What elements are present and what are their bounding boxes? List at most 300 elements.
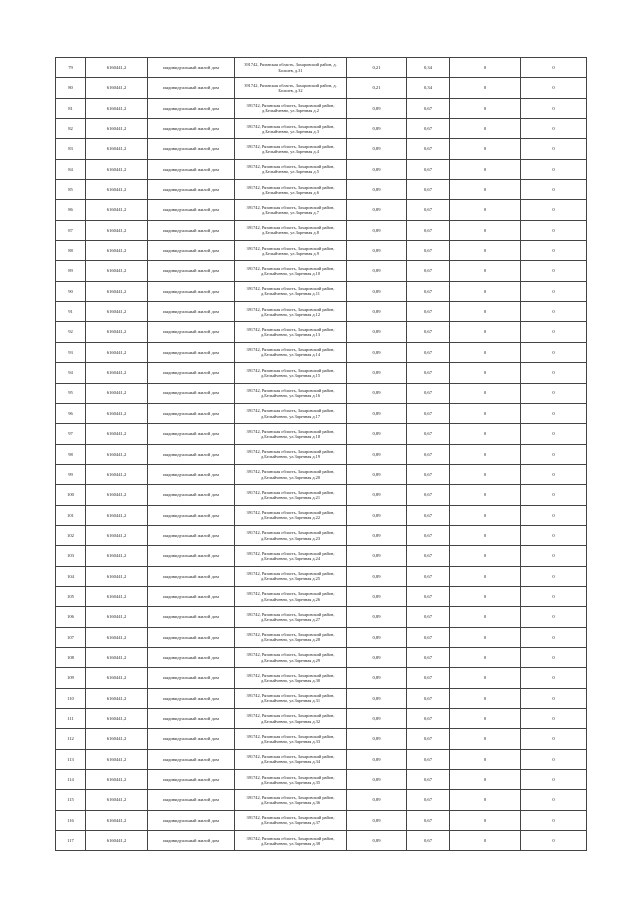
code-cell: 6160441,2 (86, 464, 148, 484)
table-row (56, 729, 587, 749)
value-d-cell: 0 (521, 444, 587, 464)
row-number-cell: 98 (56, 444, 86, 464)
row-number-cell: 111 (56, 709, 86, 729)
value-c-cell: 0 (450, 464, 521, 484)
code-cell: 6160441,2 (86, 424, 148, 444)
value-c-cell: 0 (450, 119, 521, 139)
object-type-cell: индивидуальный жилой дом (148, 98, 235, 118)
value-c-cell: 0 (450, 709, 521, 729)
row-number-cell: 84 (56, 159, 86, 179)
code-cell: 6160441,2 (86, 749, 148, 769)
row-number-cell: 99 (56, 464, 86, 484)
address-cell: 391742, Рязанская область, Захаровский район, д.Белыйчевно, ул.Заречная д.6 (235, 180, 347, 200)
value-d-cell: 0 (521, 78, 587, 98)
value-d-cell: 0 (521, 180, 587, 200)
value-d-cell: 0 (521, 98, 587, 118)
address-cell: 391742, Рязанская область, Захаровский район, д.Белыйчевно, ул.Заречная д.31 (235, 688, 347, 708)
value-b-cell: 0,67 (407, 200, 450, 220)
table-row (56, 444, 587, 464)
object-type-cell: индивидуальный жилой дом (148, 200, 235, 220)
value-a-cell: 0,89 (347, 424, 407, 444)
table-row (56, 342, 587, 362)
table-row (56, 770, 587, 790)
object-type-cell: индивидуальный жилой дом (148, 261, 235, 281)
row-number-cell: 97 (56, 424, 86, 444)
table-row (56, 586, 587, 606)
code-cell: 6160441,2 (86, 586, 148, 606)
value-b-cell: 0,67 (407, 139, 450, 159)
code-cell: 6160441,2 (86, 688, 148, 708)
value-c-cell: 0 (450, 383, 521, 403)
value-a-cell: 0,89 (347, 464, 407, 484)
value-d-cell: 0 (521, 566, 587, 586)
code-cell: 6160441,2 (86, 98, 148, 118)
address-cell: 391742, Рязанская область, Захаровский район, д.Белыйчевно, ул.Заречная д.4 (235, 139, 347, 159)
value-b-cell: 0,67 (407, 424, 450, 444)
object-type-cell: индивидуальный жилой дом (148, 424, 235, 444)
address-cell: 391742, Рязанская область, Захаровский район, д. Болшев, д.31 (235, 58, 347, 78)
object-type-cell: индивидуальный жилой дом (148, 78, 235, 98)
value-a-cell: 0,21 (347, 58, 407, 78)
value-d-cell: 0 (521, 709, 587, 729)
address-cell: 391742, Рязанская область, Захаровский район, д.Белыйчевно, ул.Заречная д.17 (235, 403, 347, 423)
row-number-cell: 101 (56, 505, 86, 525)
table-row (56, 424, 587, 444)
value-c-cell: 0 (450, 668, 521, 688)
object-type-cell: индивидуальный жилой дом (148, 586, 235, 606)
code-cell: 6160441,2 (86, 525, 148, 545)
code-cell: 6160441,2 (86, 322, 148, 342)
table-row (56, 261, 587, 281)
value-a-cell: 0,89 (347, 98, 407, 118)
row-number-cell: 89 (56, 261, 86, 281)
table-row (56, 159, 587, 179)
code-cell: 6160441,2 (86, 139, 148, 159)
value-c-cell: 0 (450, 261, 521, 281)
code-cell: 6160441,2 (86, 180, 148, 200)
value-d-cell: 0 (521, 729, 587, 749)
table-row (56, 709, 587, 729)
value-c-cell: 0 (450, 810, 521, 830)
object-type-cell: индивидуальный жилой дом (148, 159, 235, 179)
value-c-cell: 0 (450, 627, 521, 647)
table-row (56, 790, 587, 810)
value-d-cell: 0 (521, 464, 587, 484)
row-number-cell: 83 (56, 139, 86, 159)
code-cell: 6160441,2 (86, 241, 148, 261)
value-b-cell: 0,67 (407, 281, 450, 301)
value-c-cell: 0 (450, 749, 521, 769)
table-row (56, 831, 587, 851)
code-cell: 6160441,2 (86, 281, 148, 301)
row-number-cell: 86 (56, 200, 86, 220)
code-cell: 6160441,2 (86, 363, 148, 383)
address-cell: 391742, Рязанская область, Захаровский район, д.Белыйчевно, ул.Заречная д.15 (235, 363, 347, 383)
address-cell: 391742, Рязанская область, Захаровский район, д.Белыйчевно, ул.Заречная д.21 (235, 485, 347, 505)
row-number-cell: 82 (56, 119, 86, 139)
value-d-cell: 0 (521, 424, 587, 444)
address-cell: 391742, Рязанская область, Захаровский район, д. Болшев, д.32 (235, 78, 347, 98)
value-a-cell: 0,89 (347, 729, 407, 749)
object-type-cell: индивидуальный жилой дом (148, 505, 235, 525)
table-row (56, 383, 587, 403)
row-number-cell: 95 (56, 383, 86, 403)
object-type-cell: индивидуальный жилой дом (148, 647, 235, 667)
table-row (56, 749, 587, 769)
code-cell: 6160441,2 (86, 668, 148, 688)
address-cell: 391742, Рязанская область, Захаровский район, д.Белыйчевно, ул.Заречная д.37 (235, 810, 347, 830)
code-cell: 6160441,2 (86, 200, 148, 220)
value-b-cell: 0,67 (407, 302, 450, 322)
table-row (56, 668, 587, 688)
address-cell: 391742, Рязанская область, Захаровский район, д.Белыйчевно, ул.Заречная д.11 (235, 281, 347, 301)
address-cell: 391742, Рязанская область, Захаровский район, д.Белыйчевно, ул.Заречная д.2 (235, 98, 347, 118)
object-type-cell: индивидуальный жилой дом (148, 464, 235, 484)
row-number-cell: 116 (56, 810, 86, 830)
address-cell: 391742, Рязанская область, Захаровский район, д.Белыйчевно, ул.Заречная д.13 (235, 322, 347, 342)
value-a-cell: 0,89 (347, 200, 407, 220)
value-d-cell: 0 (521, 119, 587, 139)
table-row (56, 200, 587, 220)
value-c-cell: 0 (450, 647, 521, 667)
object-type-cell: индивидуальный жилой дом (148, 709, 235, 729)
row-number-cell: 91 (56, 302, 86, 322)
value-d-cell: 0 (521, 322, 587, 342)
code-cell: 6160441,2 (86, 342, 148, 362)
object-type-cell: индивидуальный жилой дом (148, 281, 235, 301)
value-a-cell: 0,89 (347, 363, 407, 383)
value-b-cell: 0,67 (407, 505, 450, 525)
value-d-cell: 0 (521, 586, 587, 606)
value-b-cell: 0,67 (407, 749, 450, 769)
object-type-cell: индивидуальный жилой дом (148, 322, 235, 342)
code-cell: 6160441,2 (86, 831, 148, 851)
table-row (56, 688, 587, 708)
value-a-cell: 0,89 (347, 831, 407, 851)
value-c-cell: 0 (450, 342, 521, 362)
value-c-cell: 0 (450, 607, 521, 627)
value-d-cell: 0 (521, 749, 587, 769)
value-b-cell: 0,67 (407, 403, 450, 423)
address-cell: 391742, Рязанская область, Захаровский район, д.Белыйчевно, ул.Заречная д.20 (235, 464, 347, 484)
table-row (56, 485, 587, 505)
row-number-cell: 81 (56, 98, 86, 118)
address-cell: 391742, Рязанская область, Захаровский район, д.Белыйчевно, ул.Заречная д.12 (235, 302, 347, 322)
code-cell: 6160441,2 (86, 566, 148, 586)
address-cell: 391742, Рязанская область, Захаровский район, д.Белыйчевно, ул.Заречная д.29 (235, 647, 347, 667)
object-type-cell: индивидуальный жилой дом (148, 403, 235, 423)
value-b-cell: 0,67 (407, 363, 450, 383)
value-a-cell: 0,89 (347, 159, 407, 179)
table-row (56, 627, 587, 647)
value-a-cell: 0,89 (347, 607, 407, 627)
address-cell: 391742, Рязанская область, Захаровский район, д.Белыйчевно, ул.Заречная д.28 (235, 627, 347, 647)
row-number-cell: 107 (56, 627, 86, 647)
value-d-cell: 0 (521, 790, 587, 810)
value-b-cell: 0,67 (407, 770, 450, 790)
value-c-cell: 0 (450, 831, 521, 851)
value-a-cell: 0,89 (347, 770, 407, 790)
value-d-cell: 0 (521, 688, 587, 708)
object-type-cell: индивидуальный жилой дом (148, 525, 235, 545)
code-cell: 6160441,2 (86, 485, 148, 505)
value-b-cell: 0,67 (407, 119, 450, 139)
table-row (56, 363, 587, 383)
value-d-cell: 0 (521, 220, 587, 240)
value-c-cell: 0 (450, 241, 521, 261)
value-d-cell: 0 (521, 261, 587, 281)
value-a-cell: 0,89 (347, 180, 407, 200)
value-a-cell: 0,89 (347, 444, 407, 464)
code-cell: 6160441,2 (86, 444, 148, 464)
value-a-cell: 0,89 (347, 281, 407, 301)
value-b-cell: 0,67 (407, 383, 450, 403)
value-a-cell: 0,89 (347, 383, 407, 403)
value-d-cell: 0 (521, 505, 587, 525)
value-b-cell: 0,67 (407, 831, 450, 851)
value-d-cell: 0 (521, 546, 587, 566)
value-b-cell: 0,67 (407, 709, 450, 729)
value-d-cell: 0 (521, 200, 587, 220)
value-b-cell: 0,67 (407, 159, 450, 179)
object-type-cell: индивидуальный жилой дом (148, 566, 235, 586)
row-number-cell: 115 (56, 790, 86, 810)
value-c-cell: 0 (450, 322, 521, 342)
value-d-cell: 0 (521, 668, 587, 688)
table-row (56, 139, 587, 159)
row-number-cell: 96 (56, 403, 86, 423)
value-a-cell: 0,89 (347, 749, 407, 769)
code-cell: 6160441,2 (86, 58, 148, 78)
address-cell: 391742, Рязанская область, Захаровский район, д.Белыйчевно, ул.Заречная д.8 (235, 220, 347, 240)
address-cell: 391742, Рязанская область, Захаровский район, д.Белыйчевно, ул.Заречная д.38 (235, 831, 347, 851)
address-cell: 391742, Рязанская область, Захаровский район, д.Белыйчевно, ул.Заречная д.26 (235, 586, 347, 606)
value-a-cell: 0,89 (347, 302, 407, 322)
value-a-cell: 0,89 (347, 647, 407, 667)
value-c-cell: 0 (450, 220, 521, 240)
value-c-cell: 0 (450, 525, 521, 545)
value-b-cell: 0,67 (407, 546, 450, 566)
object-type-cell: индивидуальный жилой дом (148, 688, 235, 708)
code-cell: 6160441,2 (86, 302, 148, 322)
table-row (56, 464, 587, 484)
value-a-cell: 0,21 (347, 78, 407, 98)
row-number-cell: 109 (56, 668, 86, 688)
value-d-cell: 0 (521, 607, 587, 627)
data-table (55, 57, 587, 851)
value-d-cell: 0 (521, 810, 587, 830)
value-c-cell: 0 (450, 180, 521, 200)
address-cell: 391742, Рязанская область, Захаровский район, д.Белыйчевно, ул.Заречная д.24 (235, 546, 347, 566)
value-b-cell: 0,67 (407, 810, 450, 830)
value-c-cell: 0 (450, 98, 521, 118)
value-a-cell: 0,89 (347, 586, 407, 606)
code-cell: 6160441,2 (86, 627, 148, 647)
object-type-cell: индивидуальный жилой дом (148, 363, 235, 383)
value-d-cell: 0 (521, 831, 587, 851)
value-c-cell: 0 (450, 424, 521, 444)
row-number-cell: 92 (56, 322, 86, 342)
table-row (56, 281, 587, 301)
row-number-cell: 79 (56, 58, 86, 78)
document-page (55, 57, 586, 851)
table-row (56, 566, 587, 586)
value-a-cell: 0,89 (347, 505, 407, 525)
value-a-cell: 0,89 (347, 566, 407, 586)
row-number-cell: 100 (56, 485, 86, 505)
code-cell: 6160441,2 (86, 790, 148, 810)
table-row (56, 525, 587, 545)
row-number-cell: 110 (56, 688, 86, 708)
table-row (56, 98, 587, 118)
value-d-cell: 0 (521, 241, 587, 261)
value-c-cell: 0 (450, 200, 521, 220)
value-c-cell: 0 (450, 546, 521, 566)
value-b-cell: 0,67 (407, 790, 450, 810)
address-cell: 391742, Рязанская область, Захаровский район, д.Белыйчевно, ул.Заречная д.35 (235, 770, 347, 790)
code-cell: 6160441,2 (86, 383, 148, 403)
value-a-cell: 0,89 (347, 119, 407, 139)
code-cell: 6160441,2 (86, 159, 148, 179)
object-type-cell: индивидуальный жилой дом (148, 831, 235, 851)
value-c-cell: 0 (450, 566, 521, 586)
value-c-cell: 0 (450, 444, 521, 464)
value-d-cell: 0 (521, 139, 587, 159)
value-c-cell: 0 (450, 159, 521, 179)
table-row (56, 322, 587, 342)
value-d-cell: 0 (521, 627, 587, 647)
value-a-cell: 0,89 (347, 627, 407, 647)
value-c-cell: 0 (450, 729, 521, 749)
object-type-cell: индивидуальный жилой дом (148, 810, 235, 830)
object-type-cell: индивидуальный жилой дом (148, 302, 235, 322)
address-cell: 391742, Рязанская область, Захаровский район, д.Белыйчевно, ул.Заречная д.7 (235, 200, 347, 220)
object-type-cell: индивидуальный жилой дом (148, 546, 235, 566)
value-b-cell: 0,67 (407, 220, 450, 240)
object-type-cell: индивидуальный жилой дом (148, 383, 235, 403)
value-a-cell: 0,89 (347, 709, 407, 729)
address-cell: 391742, Рязанская область, Захаровский район, д.Белыйчевно, ул.Заречная д.22 (235, 505, 347, 525)
value-a-cell: 0,89 (347, 241, 407, 261)
object-type-cell: индивидуальный жилой дом (148, 668, 235, 688)
code-cell: 6160441,2 (86, 647, 148, 667)
value-d-cell: 0 (521, 281, 587, 301)
object-type-cell: индивидуальный жилой дом (148, 220, 235, 240)
value-b-cell: 0,34 (407, 78, 450, 98)
value-b-cell: 0,67 (407, 586, 450, 606)
value-b-cell: 0,67 (407, 668, 450, 688)
value-a-cell: 0,89 (347, 546, 407, 566)
value-d-cell: 0 (521, 485, 587, 505)
value-a-cell: 0,89 (347, 485, 407, 505)
value-c-cell: 0 (450, 770, 521, 790)
value-a-cell: 0,89 (347, 342, 407, 362)
table-row (56, 546, 587, 566)
value-c-cell: 0 (450, 505, 521, 525)
code-cell: 6160441,2 (86, 770, 148, 790)
value-d-cell: 0 (521, 342, 587, 362)
object-type-cell: индивидуальный жилой дом (148, 241, 235, 261)
table-row (56, 810, 587, 830)
address-cell: 391742, Рязанская область, Захаровский район, д.Белыйчевно, ул.Заречная д.9 (235, 241, 347, 261)
value-c-cell: 0 (450, 688, 521, 708)
code-cell: 6160441,2 (86, 810, 148, 830)
row-number-cell: 104 (56, 566, 86, 586)
code-cell: 6160441,2 (86, 729, 148, 749)
table-row (56, 58, 587, 78)
code-cell: 6160441,2 (86, 220, 148, 240)
value-d-cell: 0 (521, 383, 587, 403)
address-cell: 391742, Рязанская область, Захаровский район, д.Белыйчевно, ул.Заречная д.23 (235, 525, 347, 545)
table-row (56, 607, 587, 627)
row-number-cell: 90 (56, 281, 86, 301)
code-cell: 6160441,2 (86, 261, 148, 281)
address-cell: 391742, Рязанская область, Захаровский район, д.Белыйчевно, ул.Заречная д.5 (235, 159, 347, 179)
object-type-cell: индивидуальный жилой дом (148, 627, 235, 647)
object-type-cell: индивидуальный жилой дом (148, 119, 235, 139)
table-row (56, 180, 587, 200)
object-type-cell: индивидуальный жилой дом (148, 729, 235, 749)
value-a-cell: 0,89 (347, 688, 407, 708)
code-cell: 6160441,2 (86, 607, 148, 627)
value-b-cell: 0,67 (407, 342, 450, 362)
value-a-cell: 0,89 (347, 668, 407, 688)
object-type-cell: индивидуальный жилой дом (148, 180, 235, 200)
address-cell: 391742, Рязанская область, Захаровский район, д.Белыйчевно, ул.Заречная д.18 (235, 424, 347, 444)
row-number-cell: 80 (56, 78, 86, 98)
value-c-cell: 0 (450, 281, 521, 301)
row-number-cell: 93 (56, 342, 86, 362)
value-b-cell: 0,67 (407, 607, 450, 627)
value-d-cell: 0 (521, 647, 587, 667)
code-cell: 6160441,2 (86, 119, 148, 139)
object-type-cell: индивидуальный жилой дом (148, 58, 235, 78)
row-number-cell: 105 (56, 586, 86, 606)
value-d-cell: 0 (521, 159, 587, 179)
row-number-cell: 117 (56, 831, 86, 851)
value-a-cell: 0,89 (347, 220, 407, 240)
object-type-cell: индивидуальный жилой дом (148, 790, 235, 810)
row-number-cell: 87 (56, 220, 86, 240)
value-b-cell: 0,67 (407, 566, 450, 586)
value-b-cell: 0,67 (407, 688, 450, 708)
address-cell: 391742, Рязанская область, Захаровский район, д.Белыйчевно, ул.Заречная д.36 (235, 790, 347, 810)
row-number-cell: 85 (56, 180, 86, 200)
table-row (56, 119, 587, 139)
value-a-cell: 0,89 (347, 810, 407, 830)
row-number-cell: 103 (56, 546, 86, 566)
address-cell: 391742, Рязанская область, Захаровский район, д.Белыйчевно, ул.Заречная д.25 (235, 566, 347, 586)
code-cell: 6160441,2 (86, 505, 148, 525)
value-b-cell: 0,67 (407, 525, 450, 545)
address-cell: 391742, Рязанская область, Захаровский район, д.Белыйчевно, ул.Заречная д.32 (235, 709, 347, 729)
value-a-cell: 0,89 (347, 525, 407, 545)
value-c-cell: 0 (450, 485, 521, 505)
value-b-cell: 0,67 (407, 241, 450, 261)
object-type-cell: индивидуальный жилой дом (148, 485, 235, 505)
value-b-cell: 0,67 (407, 729, 450, 749)
code-cell: 6160441,2 (86, 546, 148, 566)
value-c-cell: 0 (450, 78, 521, 98)
value-d-cell: 0 (521, 363, 587, 383)
value-d-cell: 0 (521, 302, 587, 322)
value-d-cell: 0 (521, 525, 587, 545)
row-number-cell: 94 (56, 363, 86, 383)
row-number-cell: 102 (56, 525, 86, 545)
table-row (56, 647, 587, 667)
address-cell: 391742, Рязанская область, Захаровский район, д.Белыйчевно, ул.Заречная д.16 (235, 383, 347, 403)
value-d-cell: 0 (521, 58, 587, 78)
